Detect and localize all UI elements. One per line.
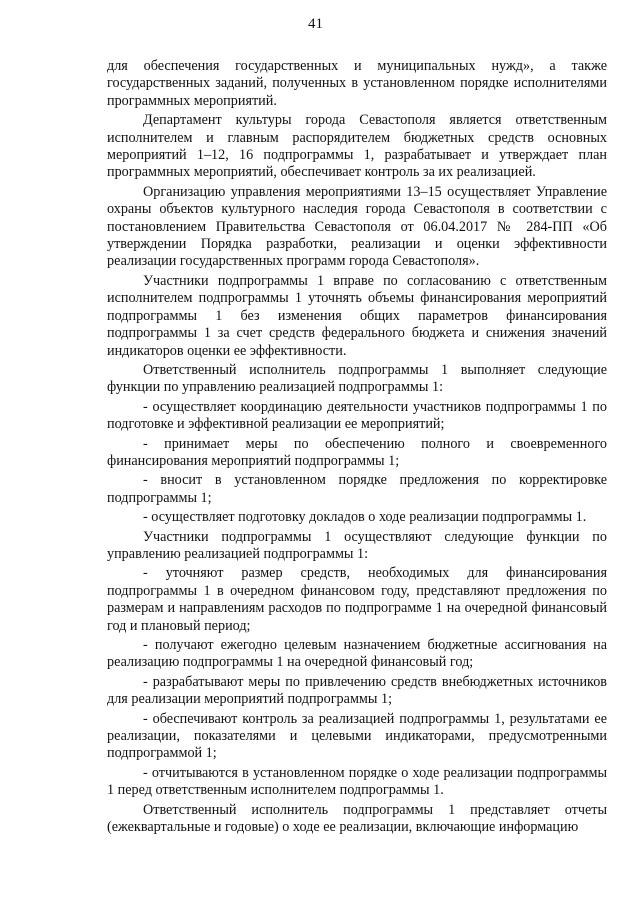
list-item: - разрабатывают меры по привлечению средств внебюджетных источников для реализации мероприятий подпрограммы 1; (107, 673, 607, 708)
list-item: - осуществляет координацию деятельности участников подпрограммы 1 по подготовке и эффективной реализации ее мероприятий; (107, 398, 607, 433)
paragraph: Ответственный исполнитель подпрограммы 1 представляет отчеты (ежеквартальные и годовые) о ходе ее реализации, включающие информацию (107, 801, 607, 836)
paragraph: Ответственный исполнитель подпрограммы 1 выполняет следующие функции по управлению реализацией подпрограммы 1: (107, 361, 607, 396)
list-item: - принимает меры по обеспечению полного и своевременного финансирования мероприятий подпрограммы 1; (107, 435, 607, 469)
list-item: - получают ежегодно целевым назначением бюджетные ассигнования на реализацию подпрограммы 1 на очередной финансовый год; (107, 637, 607, 671)
list-item: - осуществляет подготовку докладов о ходе реализации подпрограммы 1. (143, 509, 587, 526)
list-item: - отчитываются в установленном порядке о ходе реализации подпрограммы 1 перед ответственным исполнителем подпрограммы 1. (107, 764, 607, 799)
list-item: - уточняют размер средств, необходимых для финансирования подпрограммы 1 в очередном финансовом году, представляют предложения по размерам и направлениям расходов по подпрограмме 1 на очередной финансовый год и плановый период; (107, 565, 607, 634)
paragraph: Участники подпрограммы 1 осуществляют следующие функции по управлению реализацией подпрограммы 1: (107, 528, 607, 562)
list-item: - вносит в установленном порядке предложения по корректировке подпрограммы 1; (107, 472, 607, 506)
document-body (107, 58, 607, 838)
paragraph: Департамент культуры города Севастополя является ответственным исполнителем и главным распорядителем бюджетных средств основных мероприятий 1–12, 16 подпрограммы 1, разрабатывает и утверждает план программных мероприятий, обеспечивает контроль за их реализацией. (107, 112, 607, 181)
paragraph: Организацию управления мероприятиями 13–15 осуществляет Управление охраны объектов культурного наследия города Севастополя в соответствии с постановлением Правительства Севастополя от 06.04.2017 № 284-ПП «Об утверждении Порядка разработки, реализации и оценки эффективности реализации государственных программ города Севастополя». (107, 183, 607, 270)
paragraph: Участники подпрограммы 1 вправе по согласованию с ответственным исполнителем подпрограммы 1 уточнять объемы финансирования мероприятий подпрограммы 1 без изменения общих параметров финансирования подпрограммы 1 за счет средств федерального бюджета и снижения значений индикаторов оценки ее эффективности. (107, 272, 607, 359)
list-item: - обеспечивают контроль за реализацией подпрограммы 1, результатами ее реализации, показателями и целевыми индикаторами, предусмотренными подпрограммой 1; (107, 710, 607, 762)
paragraph: для обеспечения государственных и муниципальных нужд», а также государственных заданий, полученных в установленном порядке исполнителями программных мероприятий. (107, 58, 607, 109)
page-number: 41 (308, 16, 323, 32)
